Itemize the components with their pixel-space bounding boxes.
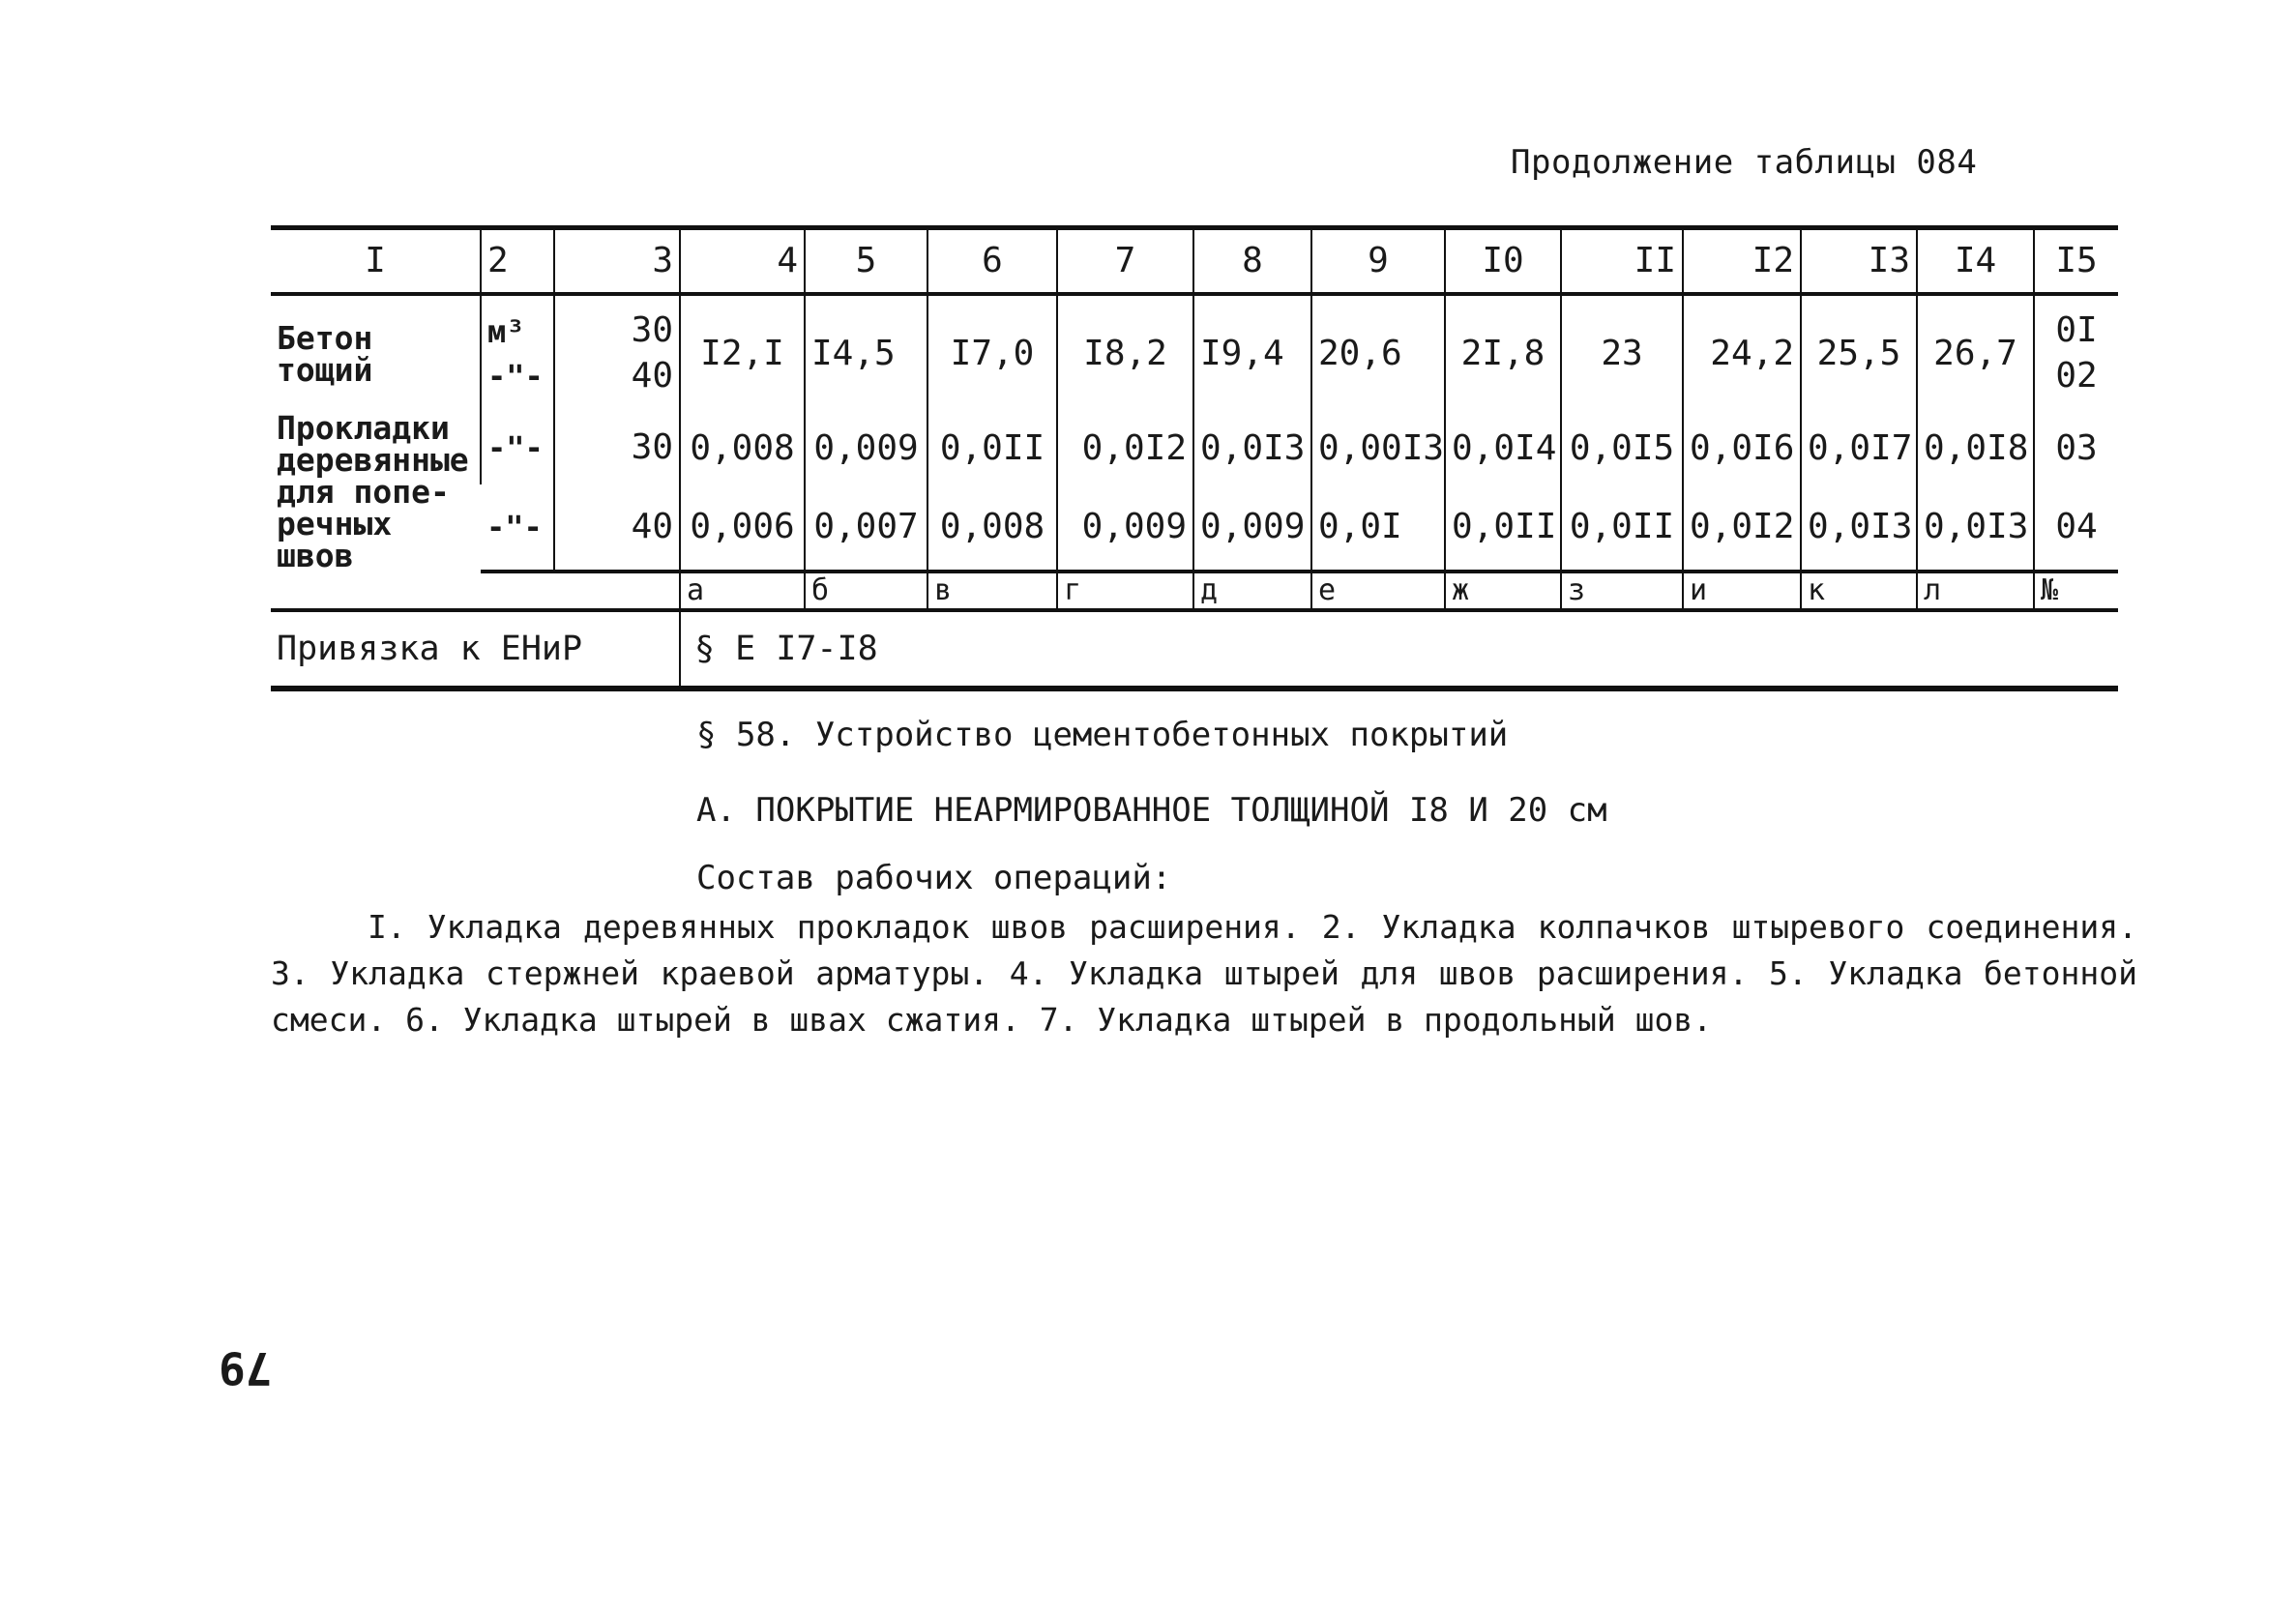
col-header: 2 (481, 228, 554, 295)
cell-value: I9,4 (1193, 294, 1311, 412)
cell-value: 0,0II (1561, 484, 1683, 572)
section-title: § 58. Устройство цементобетонных покрытий (696, 716, 1509, 754)
row-unit (481, 294, 554, 412)
cell-value: 24,2 (1683, 294, 1801, 412)
col-header: 4 (680, 228, 805, 295)
row-thickness (554, 294, 680, 412)
cell-value: 0,0II (927, 412, 1057, 484)
cell-value: 2I,8 (1445, 294, 1561, 412)
row-thickness: 40 (554, 484, 680, 572)
column-letter: в (927, 572, 1057, 610)
table-row (271, 294, 2118, 412)
cell-value: I2,I (680, 294, 805, 412)
page-number: 79 (219, 1342, 273, 1394)
col-header: 8 (1193, 228, 1311, 295)
subsection-title: А. ПОКРЫТИЕ НЕАРМИРОВАННОЕ ТОЛЩИНОЙ I8 И 20 см (696, 791, 1607, 830)
col-header: 7 (1057, 228, 1193, 295)
cell-value: 0,0II (1445, 484, 1561, 572)
col-header: I (271, 228, 481, 295)
cell-value: 0,0I7 (1801, 412, 1917, 484)
col-header: 5 (805, 228, 927, 295)
header-row (271, 228, 2118, 295)
binding-label: Привязка к ЕНиР (271, 610, 680, 689)
cell-value: 0,009 (805, 412, 927, 484)
table-row (271, 484, 2118, 572)
column-letter: и (1683, 572, 1801, 610)
cell-value: 25,5 (1801, 294, 1917, 412)
column-letter: д (1193, 572, 1311, 610)
col-header: I3 (1801, 228, 1917, 295)
operations-title: Состав рабочих операций: (696, 859, 1172, 897)
row-thickness: 30 (554, 412, 680, 484)
column-letter: з (1561, 572, 1683, 610)
cell-value: 0,0I3 (1193, 412, 1311, 484)
letters-row (271, 572, 2118, 610)
col-header: 9 (1311, 228, 1445, 295)
cell-value: 0,0I (1311, 484, 1445, 572)
cell-value: 26,7 (1917, 294, 2034, 412)
cell-value: 0,00I3 (1311, 412, 1445, 484)
column-letter: к (1801, 572, 1917, 610)
cell-value: 0,0I5 (1561, 412, 1683, 484)
cell-value: 0,009 (1057, 484, 1193, 572)
col-header: I5 (2034, 228, 2118, 295)
code-value: 0I (2055, 310, 2098, 351)
col-header: 3 (554, 228, 680, 295)
row-name: Прокладки деревянные для попе-речных швов (277, 409, 469, 574)
cell-value: 0,008 (680, 412, 805, 484)
column-letter: е (1311, 572, 1445, 610)
cell-value: 0,0I3 (1917, 484, 2034, 572)
row-code: 03 (2034, 412, 2118, 484)
operations-text: I. Укладка деревянных прокладок швов расширения. 2. Укладка колпачков штыревого соединения. 3. Укладка стержней краевой арматуры. 4. Укладка штырей для швов расширения. 5. Укладка бетонной смеси. 6. Укладка штырей в швах сжатия. 7. Укладка штырей в продольный шов. (271, 908, 2137, 1039)
row-name: Бетон тощий (277, 319, 373, 389)
binding-value: § Е I7-I8 (680, 610, 2118, 689)
cell-value: 0,0I4 (1445, 412, 1561, 484)
cell-value: 23 (1561, 294, 1683, 412)
table-row (271, 412, 2118, 484)
column-letter: л (1917, 572, 2034, 610)
column-letter: а (680, 572, 805, 610)
col-header: I0 (1445, 228, 1561, 295)
cell-value: 0,0I2 (1683, 484, 1801, 572)
cell-value: 20,6 (1311, 294, 1445, 412)
cell-value: 0,0I6 (1683, 412, 1801, 484)
cell-value: I8,2 (1057, 294, 1193, 412)
unit-value: -"- (487, 358, 544, 395)
cell-value: I7,0 (927, 294, 1057, 412)
col-header: 6 (927, 228, 1057, 295)
norms-table (271, 225, 2118, 691)
cell-value: 0,008 (927, 484, 1057, 572)
col-header: II (1561, 228, 1683, 295)
column-letter: ж (1445, 572, 1561, 610)
binding-row (271, 610, 2118, 689)
cell-value: 0,007 (805, 484, 927, 572)
table-continuation-title: Продолжение таблицы 084 (1511, 143, 1978, 182)
cell-value: 0,0I3 (1801, 484, 1917, 572)
unit-value: м³ (487, 312, 525, 350)
column-letter: г (1057, 572, 1193, 610)
column-letter: б (805, 572, 927, 610)
letters-empty (271, 572, 680, 610)
code-value: 02 (2055, 356, 2098, 396)
cell-value: 0,006 (680, 484, 805, 572)
col-header: I4 (1917, 228, 2034, 295)
cell-value: 0,0I8 (1917, 412, 2034, 484)
thickness-value: 40 (631, 356, 673, 396)
row-unit: -"- (481, 412, 554, 484)
row-code: 04 (2034, 484, 2118, 572)
thickness-value: 30 (631, 310, 673, 351)
column-letter: № (2034, 572, 2118, 610)
row-unit: -"- (481, 484, 554, 572)
cell-value: 0,0I2 (1057, 412, 1193, 484)
cell-value: I4,5 (805, 294, 927, 412)
col-header: I2 (1683, 228, 1801, 295)
row-code (2034, 294, 2118, 412)
cell-value: 0,009 (1193, 484, 1311, 572)
